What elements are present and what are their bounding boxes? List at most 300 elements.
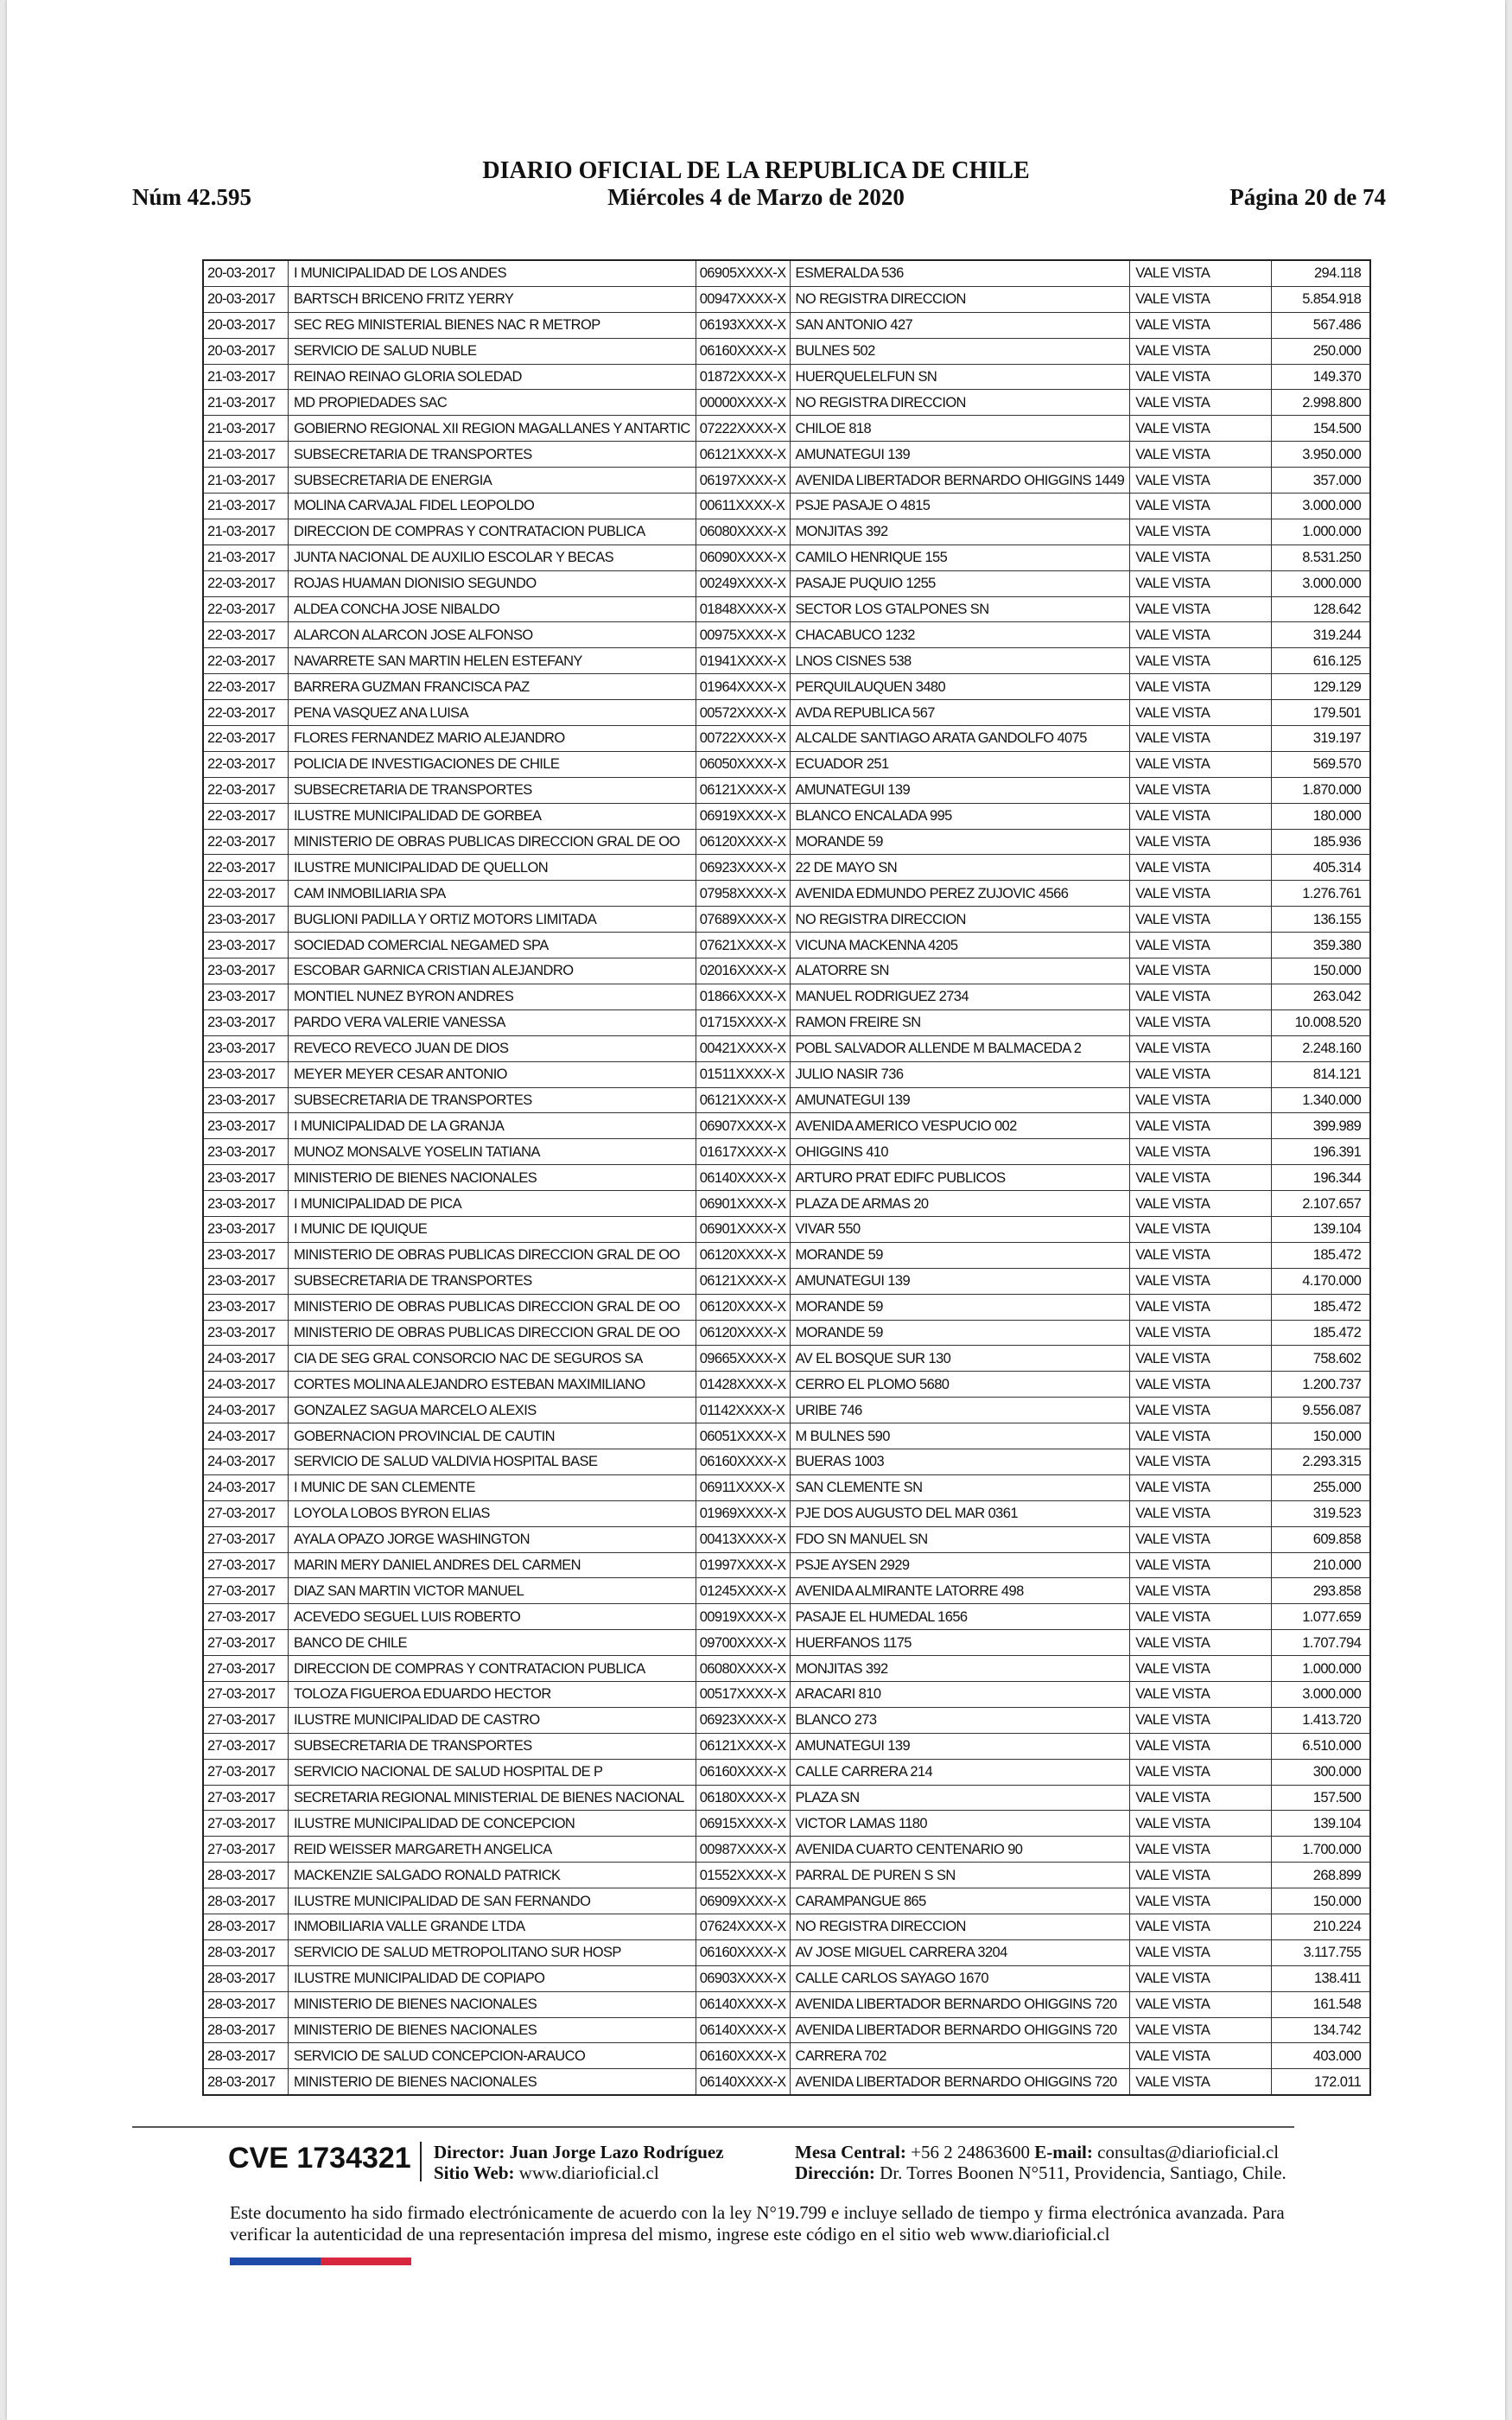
cell-rut: 06140XXXX-X — [696, 2017, 790, 2043]
cell-date: 23-03-2017 — [203, 1216, 289, 1242]
cell-document: VALE VISTA — [1130, 1552, 1272, 1578]
cell-amount: 2.293.315 — [1272, 1449, 1371, 1474]
cell-address: CALLE CARLOS SAYAGO 1670 — [790, 1965, 1130, 1991]
cell-amount: 2.998.800 — [1272, 390, 1371, 416]
cell-amount: 5.854.918 — [1272, 286, 1371, 312]
address-value: Dr. Torres Boonen N°511, Providencia, Santiago, Chile. — [880, 2162, 1286, 2183]
cell-date: 24-03-2017 — [203, 1474, 289, 1500]
cell-name: SUBSECRETARIA DE TRANSPORTES — [289, 1733, 696, 1759]
cell-document: VALE VISTA — [1130, 494, 1272, 519]
cell-date: 22-03-2017 — [203, 674, 289, 700]
cell-amount: 4.170.000 — [1272, 1268, 1371, 1294]
cell-document: VALE VISTA — [1130, 700, 1272, 726]
cell-name: PENA VASQUEZ ANA LUISA — [289, 700, 696, 726]
table-row — [203, 855, 1370, 881]
cell-amount: 403.000 — [1272, 2043, 1371, 2069]
cell-date: 20-03-2017 — [203, 338, 289, 364]
cell-amount: 405.314 — [1272, 855, 1371, 881]
table-row — [203, 1888, 1370, 1914]
cell-name: GOBERNACION PROVINCIAL DE CAUTIN — [289, 1423, 696, 1449]
cell-document: VALE VISTA — [1130, 1578, 1272, 1604]
table-row — [203, 1320, 1370, 1346]
cell-address: SAN CLEMENTE SN — [790, 1474, 1130, 1500]
cell-document: VALE VISTA — [1130, 881, 1272, 907]
cell-address: AV EL BOSQUE SUR 130 — [790, 1346, 1130, 1372]
table-row — [203, 1914, 1370, 1940]
cell-name: SUBSECRETARIA DE TRANSPORTES — [289, 442, 696, 468]
cell-name: GOBIERNO REGIONAL XII REGION MAGALLANES Y ANTARTIC — [289, 416, 696, 442]
cell-address: PSJE PASAJE O 4815 — [790, 494, 1130, 519]
cell-document: VALE VISTA — [1130, 1113, 1272, 1139]
cell-document: VALE VISTA — [1130, 1061, 1272, 1087]
cell-amount: 255.000 — [1272, 1474, 1371, 1500]
site-line — [434, 2162, 724, 2183]
contact-block — [795, 2142, 1286, 2183]
cell-address: MANUEL RODRIGUEZ 2734 — [790, 984, 1130, 1009]
table-row — [203, 1449, 1370, 1474]
cell-document: VALE VISTA — [1130, 1500, 1272, 1526]
legal-notice: Este documento ha sido firmado electrónicamente de acuerdo con la ley N°19.799 e incluye sellado de tiempo y firma electrónica avanzada. Para verificar la autenticidad de una representación impresa del mismo, ingrese este código en el sitio web www.diarioficial.cl — [230, 2202, 1285, 2245]
cell-rut: 06080XXXX-X — [696, 519, 790, 544]
cell-name: SERVICIO DE SALUD NUBLE — [289, 338, 696, 364]
cell-document: VALE VISTA — [1130, 1449, 1272, 1474]
cell-date: 23-03-2017 — [203, 1061, 289, 1087]
cell-date: 28-03-2017 — [203, 2017, 289, 2043]
cell-amount: 185.472 — [1272, 1294, 1371, 1320]
cell-name: MD PROPIEDADES SAC — [289, 390, 696, 416]
cell-rut: 00517XXXX-X — [696, 1681, 790, 1707]
cell-document: VALE VISTA — [1130, 260, 1272, 286]
cell-document: VALE VISTA — [1130, 1888, 1272, 1914]
cell-amount: 150.000 — [1272, 1423, 1371, 1449]
cell-name: MONTIEL NUNEZ BYRON ANDRES — [289, 984, 696, 1009]
cell-date: 24-03-2017 — [203, 1423, 289, 1449]
cell-rut: 01511XXXX-X — [696, 1061, 790, 1087]
cell-amount: 8.531.250 — [1272, 544, 1371, 570]
cell-name: ILUSTRE MUNICIPALIDAD DE CONCEPCION — [289, 1811, 696, 1837]
director-block — [434, 2142, 724, 2183]
table-row — [203, 1268, 1370, 1294]
cell-name: MOLINA CARVAJAL FIDEL LEOPOLDO — [289, 494, 696, 519]
cell-date: 27-03-2017 — [203, 1552, 289, 1578]
cell-address: FDO SN MANUEL SN — [790, 1526, 1130, 1552]
cell-amount: 150.000 — [1272, 1888, 1371, 1914]
cell-date: 28-03-2017 — [203, 2043, 289, 2069]
table-row — [203, 2069, 1370, 2095]
cell-address: RAMON FREIRE SN — [790, 1009, 1130, 1035]
table-row — [203, 1707, 1370, 1733]
cell-amount: 1.000.000 — [1272, 1656, 1371, 1682]
cell-address: VIVAR 550 — [790, 1216, 1130, 1242]
table-row — [203, 519, 1370, 544]
cell-rut: 06140XXXX-X — [696, 1165, 790, 1191]
cell-amount: 1.870.000 — [1272, 777, 1371, 803]
table-row — [203, 984, 1370, 1009]
footer-divider — [132, 2126, 1294, 2128]
cell-address: AVENIDA EDMUNDO PEREZ ZUJOVIC 4566 — [790, 881, 1130, 907]
table-row — [203, 829, 1370, 855]
cell-name: ALARCON ALARCON JOSE ALFONSO — [289, 622, 696, 648]
cell-address: NO REGISTRA DIRECCION — [790, 286, 1130, 312]
cell-name: MINISTERIO DE BIENES NACIONALES — [289, 1991, 696, 2017]
cell-date: 21-03-2017 — [203, 416, 289, 442]
table-row — [203, 1423, 1370, 1449]
cell-amount: 139.104 — [1272, 1811, 1371, 1837]
cell-address: JULIO NASIR 736 — [790, 1061, 1130, 1087]
cell-name: MUNOZ MONSALVE YOSELIN TATIANA — [289, 1139, 696, 1165]
cell-date: 23-03-2017 — [203, 907, 289, 933]
cell-document: VALE VISTA — [1130, 1035, 1272, 1061]
cell-document: VALE VISTA — [1130, 596, 1272, 622]
cell-name: DIAZ SAN MARTIN VICTOR MANUEL — [289, 1578, 696, 1604]
cell-rut: 06120XXXX-X — [696, 829, 790, 855]
cell-name: REINAO REINAO GLORIA SOLEDAD — [289, 364, 696, 390]
cell-name: REID WEISSER MARGARETH ANGELICA — [289, 1837, 696, 1863]
cell-rut: 00572XXXX-X — [696, 700, 790, 726]
cell-address: MORANDE 59 — [790, 1294, 1130, 1320]
cell-rut: 06911XXXX-X — [696, 1474, 790, 1500]
cell-name: ILUSTRE MUNICIPALIDAD DE SAN FERNANDO — [289, 1888, 696, 1914]
cell-name: ALDEA CONCHA JOSE NIBALDO — [289, 596, 696, 622]
cell-address: AVENIDA LIBERTADOR BERNARDO OHIGGINS 720 — [790, 2017, 1130, 2043]
cell-amount: 129.129 — [1272, 674, 1371, 700]
table-row — [203, 494, 1370, 519]
cell-rut: 06907XXXX-X — [696, 1113, 790, 1139]
cell-address: MORANDE 59 — [790, 1242, 1130, 1268]
cell-rut: 00947XXXX-X — [696, 286, 790, 312]
cell-amount: 814.121 — [1272, 1061, 1371, 1087]
cell-amount: 263.042 — [1272, 984, 1371, 1009]
table-row — [203, 1759, 1370, 1785]
cell-date: 28-03-2017 — [203, 2069, 289, 2095]
cell-address: AV JOSE MIGUEL CARRERA 3204 — [790, 1939, 1130, 1965]
cell-address: VICTOR LAMAS 1180 — [790, 1811, 1130, 1837]
cell-address: AVENIDA LIBERTADOR BERNARDO OHIGGINS 1449 — [790, 468, 1130, 494]
cell-address: PERQUILAUQUEN 3480 — [790, 674, 1130, 700]
address-line — [795, 2162, 1286, 2183]
cell-name: BUGLIONI PADILLA Y ORTIZ MOTORS LIMITADA — [289, 907, 696, 933]
cell-rut: 06121XXXX-X — [696, 1733, 790, 1759]
cell-document: VALE VISTA — [1130, 1681, 1272, 1707]
cell-name: BARTSCH BRICENO FRITZ YERRY — [289, 286, 696, 312]
cell-address: AMUNATEGUI 139 — [790, 777, 1130, 803]
cell-amount: 154.500 — [1272, 416, 1371, 442]
cell-address: ALATORRE SN — [790, 958, 1130, 984]
cell-name: MINISTERIO DE BIENES NACIONALES — [289, 2017, 696, 2043]
cell-rut: 07621XXXX-X — [696, 933, 790, 958]
cell-amount: 293.858 — [1272, 1578, 1371, 1604]
cell-rut: 06120XXXX-X — [696, 1242, 790, 1268]
cell-rut: 01866XXXX-X — [696, 984, 790, 1009]
cell-rut: 06901XXXX-X — [696, 1191, 790, 1217]
cell-rut: 06050XXXX-X — [696, 751, 790, 777]
cell-date: 22-03-2017 — [203, 881, 289, 907]
cell-amount: 185.472 — [1272, 1320, 1371, 1346]
cell-rut: 07689XXXX-X — [696, 907, 790, 933]
cell-name: SERVICIO DE SALUD CONCEPCION-ARAUCO — [289, 2043, 696, 2069]
cell-address: PLAZA SN — [790, 1785, 1130, 1811]
table-row — [203, 777, 1370, 803]
cell-address: LNOS CISNES 538 — [790, 648, 1130, 674]
cell-amount: 210.224 — [1272, 1914, 1371, 1940]
cell-amount: 1.077.659 — [1272, 1604, 1371, 1630]
cell-document: VALE VISTA — [1130, 468, 1272, 494]
cell-amount: 134.742 — [1272, 2017, 1371, 2043]
cell-name: ILUSTRE MUNICIPALIDAD DE CASTRO — [289, 1707, 696, 1733]
table-row — [203, 700, 1370, 726]
cell-address: BLANCO 273 — [790, 1707, 1130, 1733]
cell-date: 23-03-2017 — [203, 1139, 289, 1165]
cell-document: VALE VISTA — [1130, 442, 1272, 468]
cell-name: CORTES MOLINA ALEJANDRO ESTEBAN MAXIMILIANO — [289, 1372, 696, 1398]
cell-amount: 357.000 — [1272, 468, 1371, 494]
cell-amount: 1.707.794 — [1272, 1630, 1371, 1656]
cell-date: 23-03-2017 — [203, 1087, 289, 1113]
cell-name: AYALA OPAZO JORGE WASHINGTON — [289, 1526, 696, 1552]
cell-name: REVECO REVECO JUAN DE DIOS — [289, 1035, 696, 1061]
cell-date: 21-03-2017 — [203, 442, 289, 468]
table-row — [203, 1035, 1370, 1061]
table-row — [203, 674, 1370, 700]
email-link[interactable]: consultas@diarioficial.cl — [1097, 2142, 1280, 2162]
table-row — [203, 2017, 1370, 2043]
cell-name: MARIN MERY DANIEL ANDRES DEL CARMEN — [289, 1552, 696, 1578]
table-row — [203, 1165, 1370, 1191]
cell-address: 22 DE MAYO SN — [790, 855, 1130, 881]
cell-amount: 3.117.755 — [1272, 1939, 1371, 1965]
table-row — [203, 881, 1370, 907]
cell-date: 20-03-2017 — [203, 260, 289, 286]
cell-document: VALE VISTA — [1130, 777, 1272, 803]
address-label: Dirección: — [795, 2162, 875, 2183]
cell-amount: 567.486 — [1272, 312, 1371, 338]
cell-name: I MUNIC DE SAN CLEMENTE — [289, 1474, 696, 1500]
cell-rut: 00249XXXX-X — [696, 570, 790, 596]
flag-stripe-red — [321, 2258, 411, 2265]
cell-document: VALE VISTA — [1130, 1811, 1272, 1837]
cell-rut: 01997XXXX-X — [696, 1552, 790, 1578]
cell-address: MONJITAS 392 — [790, 519, 1130, 544]
cell-date: 27-03-2017 — [203, 1604, 289, 1630]
cell-document: VALE VISTA — [1130, 1372, 1272, 1398]
cell-amount: 161.548 — [1272, 1991, 1371, 2017]
table-row — [203, 1191, 1370, 1217]
cell-name: FLORES FERNANDEZ MARIO ALEJANDRO — [289, 726, 696, 752]
cell-amount: 136.155 — [1272, 907, 1371, 933]
cell-document: VALE VISTA — [1130, 312, 1272, 338]
cell-rut: 01941XXXX-X — [696, 648, 790, 674]
cell-name: ILUSTRE MUNICIPALIDAD DE QUELLON — [289, 855, 696, 881]
cell-address: AVDA REPUBLICA 567 — [790, 700, 1130, 726]
flag-stripe-blue — [230, 2258, 321, 2265]
table-row — [203, 1991, 1370, 2017]
cell-address: CHILOE 818 — [790, 416, 1130, 442]
cell-name: SEC REG MINISTERIAL BIENES NAC R METROP — [289, 312, 696, 338]
cell-document: VALE VISTA — [1130, 1268, 1272, 1294]
cell-date: 23-03-2017 — [203, 984, 289, 1009]
table-row — [203, 1578, 1370, 1604]
cell-name: SERVICIO NACIONAL DE SALUD HOSPITAL DE P — [289, 1759, 696, 1785]
cell-amount: 128.642 — [1272, 596, 1371, 622]
table-row — [203, 1811, 1370, 1837]
cell-document: VALE VISTA — [1130, 1914, 1272, 1940]
cell-name: MINISTERIO DE BIENES NACIONALES — [289, 2069, 696, 2095]
cve-code: CVE 1734321 — [228, 2142, 411, 2175]
cell-address: NO REGISTRA DIRECCION — [790, 1914, 1130, 1940]
cell-document: VALE VISTA — [1130, 648, 1272, 674]
table-row — [203, 286, 1370, 312]
cell-rut: 06923XXXX-X — [696, 855, 790, 881]
cell-date: 24-03-2017 — [203, 1449, 289, 1474]
cell-amount: 196.391 — [1272, 1139, 1371, 1165]
cell-name: MEYER MEYER CESAR ANTONIO — [289, 1061, 696, 1087]
cell-name: GONZALEZ SAGUA MARCELO ALEXIS — [289, 1398, 696, 1423]
cell-address: PASAJE PUQUIO 1255 — [790, 570, 1130, 596]
cell-date: 28-03-2017 — [203, 1888, 289, 1914]
cell-amount: 3.000.000 — [1272, 570, 1371, 596]
cell-document: VALE VISTA — [1130, 1759, 1272, 1785]
cell-name: POLICIA DE INVESTIGACIONES DE CHILE — [289, 751, 696, 777]
cell-address: POBL SALVADOR ALLENDE M BALMACEDA 2 — [790, 1035, 1130, 1061]
table-row — [203, 1733, 1370, 1759]
cell-date: 24-03-2017 — [203, 1398, 289, 1423]
cell-amount: 250.000 — [1272, 338, 1371, 364]
cell-address: HUERQUELELFUN SN — [790, 364, 1130, 390]
cell-rut: 06160XXXX-X — [696, 2043, 790, 2069]
cell-address: AVENIDA ALMIRANTE LATORRE 498 — [790, 1578, 1130, 1604]
cell-document: VALE VISTA — [1130, 390, 1272, 416]
cell-document: VALE VISTA — [1130, 519, 1272, 544]
cell-name: CAM INMOBILIARIA SPA — [289, 881, 696, 907]
page-indicator: Página 20 de 74 — [1229, 184, 1386, 210]
table-row — [203, 1837, 1370, 1863]
cell-date: 27-03-2017 — [203, 1681, 289, 1707]
table-row — [203, 648, 1370, 674]
table-row — [203, 390, 1370, 416]
cell-document: VALE VISTA — [1130, 1863, 1272, 1888]
payments-table-body — [203, 260, 1370, 2095]
cell-name: SUBSECRETARIA DE TRANSPORTES — [289, 777, 696, 803]
cell-date: 24-03-2017 — [203, 1372, 289, 1398]
cell-date: 21-03-2017 — [203, 468, 289, 494]
cell-date: 22-03-2017 — [203, 726, 289, 752]
cell-date: 23-03-2017 — [203, 1268, 289, 1294]
cell-date: 27-03-2017 — [203, 1656, 289, 1682]
cell-document: VALE VISTA — [1130, 1320, 1272, 1346]
cell-name: JUNTA NACIONAL DE AUXILIO ESCOLAR Y BECAS — [289, 544, 696, 570]
cell-name: SOCIEDAD COMERCIAL NEGAMED SPA — [289, 933, 696, 958]
cell-rut: 06090XXXX-X — [696, 544, 790, 570]
cell-rut: 06901XXXX-X — [696, 1216, 790, 1242]
cell-rut: 01848XXXX-X — [696, 596, 790, 622]
cell-document: VALE VISTA — [1130, 1398, 1272, 1423]
cell-date: 27-03-2017 — [203, 1707, 289, 1733]
cell-date: 23-03-2017 — [203, 1320, 289, 1346]
cell-rut: 00987XXXX-X — [696, 1837, 790, 1863]
cell-date: 22-03-2017 — [203, 700, 289, 726]
cell-date: 27-03-2017 — [203, 1785, 289, 1811]
cell-rut: 01969XXXX-X — [696, 1500, 790, 1526]
cell-date: 22-03-2017 — [203, 777, 289, 803]
cell-address: AVENIDA LIBERTADOR BERNARDO OHIGGINS 720 — [790, 1991, 1130, 2017]
cell-date: 28-03-2017 — [203, 1991, 289, 2017]
cell-address: SAN ANTONIO 427 — [790, 312, 1130, 338]
cell-date: 27-03-2017 — [203, 1759, 289, 1785]
table-row — [203, 1113, 1370, 1139]
cell-date: 23-03-2017 — [203, 1113, 289, 1139]
cell-rut: 06909XXXX-X — [696, 1888, 790, 1914]
cell-amount: 2.107.657 — [1272, 1191, 1371, 1217]
cell-amount: 1.000.000 — [1272, 519, 1371, 544]
cell-date: 22-03-2017 — [203, 855, 289, 881]
cell-document: VALE VISTA — [1130, 1965, 1272, 1991]
cell-name: BARRERA GUZMAN FRANCISCA PAZ — [289, 674, 696, 700]
cell-name: ROJAS HUAMAN DIONISIO SEGUNDO — [289, 570, 696, 596]
cell-amount: 185.472 — [1272, 1242, 1371, 1268]
cell-amount: 157.500 — [1272, 1785, 1371, 1811]
cell-document: VALE VISTA — [1130, 751, 1272, 777]
cell-address: BUERAS 1003 — [790, 1449, 1130, 1474]
cell-document: VALE VISTA — [1130, 544, 1272, 570]
director-name: Juan Jorge Lazo Rodríguez — [509, 2142, 724, 2162]
cell-document: VALE VISTA — [1130, 1474, 1272, 1500]
cell-rut: 01617XXXX-X — [696, 1139, 790, 1165]
cell-document: VALE VISTA — [1130, 829, 1272, 855]
cell-rut: 07222XXXX-X — [696, 416, 790, 442]
cell-rut: 06915XXXX-X — [696, 1811, 790, 1837]
cell-rut: 02016XXXX-X — [696, 958, 790, 984]
cell-document: VALE VISTA — [1130, 1009, 1272, 1035]
site-link[interactable]: www.diarioficial.cl — [518, 2162, 659, 2183]
table-row — [203, 1526, 1370, 1552]
table-row — [203, 1681, 1370, 1707]
cell-amount: 172.011 — [1272, 2069, 1371, 2095]
table-row — [203, 1294, 1370, 1320]
flag-stripe — [230, 2258, 411, 2265]
cell-amount: 268.899 — [1272, 1863, 1371, 1888]
cell-document: VALE VISTA — [1130, 1216, 1272, 1242]
cell-date: 23-03-2017 — [203, 1165, 289, 1191]
cell-name: CIA DE SEG GRAL CONSORCIO NAC DE SEGUROS SA — [289, 1346, 696, 1372]
cell-document: VALE VISTA — [1130, 726, 1272, 752]
cell-rut: 01428XXXX-X — [696, 1372, 790, 1398]
cell-rut: 01872XXXX-X — [696, 364, 790, 390]
cell-address: NO REGISTRA DIRECCION — [790, 390, 1130, 416]
cell-amount: 3.000.000 — [1272, 1681, 1371, 1707]
cell-address: PLAZA DE ARMAS 20 — [790, 1191, 1130, 1217]
cell-amount: 210.000 — [1272, 1552, 1371, 1578]
mesa-label: Mesa Central: — [795, 2142, 906, 2162]
cell-date: 22-03-2017 — [203, 829, 289, 855]
cell-date: 28-03-2017 — [203, 1914, 289, 1940]
cell-name: MINISTERIO DE OBRAS PUBLICAS DIRECCION GRAL DE OO — [289, 1242, 696, 1268]
cell-rut: 00413XXXX-X — [696, 1526, 790, 1552]
cell-name: ACEVEDO SEGUEL LUIS ROBERTO — [289, 1604, 696, 1630]
cell-date: 21-03-2017 — [203, 494, 289, 519]
cell-document: VALE VISTA — [1130, 570, 1272, 596]
cell-rut: 06120XXXX-X — [696, 1320, 790, 1346]
cell-rut: 09665XXXX-X — [696, 1346, 790, 1372]
cell-address: BULNES 502 — [790, 338, 1130, 364]
publication-title: DIARIO OFICIAL DE LA REPUBLICA DE CHILE — [482, 157, 1030, 184]
cell-rut: 00975XXXX-X — [696, 622, 790, 648]
cell-amount: 139.104 — [1272, 1216, 1371, 1242]
table-row — [203, 1785, 1370, 1811]
cell-name: SUBSECRETARIA DE ENERGIA — [289, 468, 696, 494]
cell-address: AMUNATEGUI 139 — [790, 442, 1130, 468]
cell-date: 22-03-2017 — [203, 622, 289, 648]
cell-amount: 1.200.737 — [1272, 1372, 1371, 1398]
